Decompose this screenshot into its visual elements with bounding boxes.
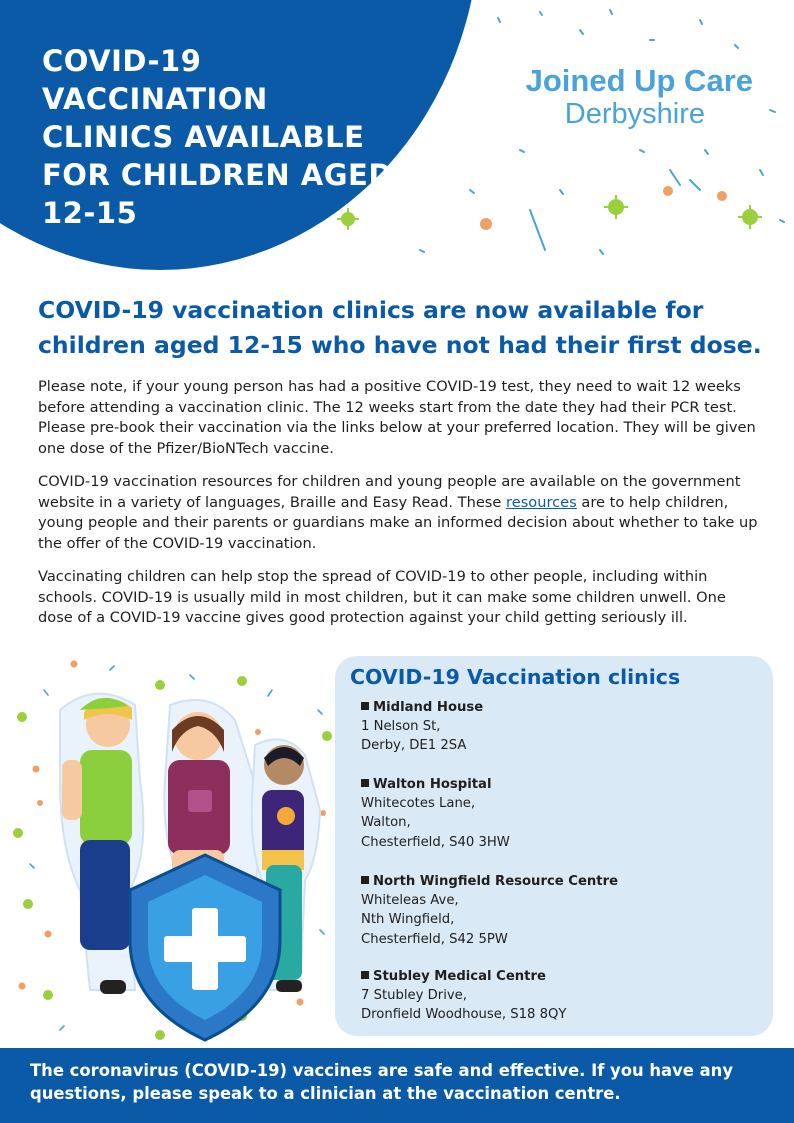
bullet-icon [361,876,369,884]
clinic-name: Walton Hospital [361,775,761,794]
page-title: COVID-19 VACCINATION CLINICS AVAILABLE FOR CHILDREN AGED 12-15 [42,44,393,230]
headline: COVID-19 vaccination clinics are now available for children aged 12-15 who have not had their first dose. [38,296,762,359]
paragraph-resources-end: are to help children, young people and their parents or guardians make an informed decision about whether to take up the offer of the COVID-19 vaccination. [38,493,758,552]
clinic-walton-hospital [361,775,761,852]
clinic-address-line: Chesterfield, S42 5PW [361,931,508,947]
paragraph-benefits: Vaccinating children can help stop the spread of COVID-19 to other people, including within schools. COVID-19 is usually mild in most children, but it can make some children unwell. One dose of a COVID-19 vaccine gives good protection against your child getting seriously ill. [38,568,726,626]
clinic-north-wingfield [361,872,761,949]
clinic-stubley-medical [361,967,761,1025]
bullet-icon [361,971,369,979]
clinic-address-line: 7 Stubley Drive, [361,988,467,1004]
clinic-address-line: Chesterfield, S40 3HW [361,834,510,850]
logo-line-1: Joined Up Care [525,63,753,98]
clinic-address-line: Whitecotes Lane, [361,796,476,812]
clinic-name: North Wingfield Resource Centre [361,872,761,891]
clinic-address-line: Walton, [361,815,411,831]
clinic-name: Stubley Medical Centre [361,967,761,986]
clinic-address-line: 1 Nelson St, [361,719,441,735]
clinic-address-line: Nth Wingfield, [361,912,455,928]
footer-text: The coronavirus (COVID-19) vaccines are safe and effective. If you have any questions, please speak to a clinician at the vaccination centre. [30,1061,734,1103]
clinic-address-line: Derby, DE1 2SA [361,738,467,754]
paragraph-booking-info: Please note, if your young person has had a positive COVID-19 test, they need to wait 12 weeks before attending a vaccination clinic. The 12 weeks start from the date they had their PCR test. Please pre-book their vaccination via the links below at your preferred location. They will be given one dose of the Pfizer/BioNTech vaccine. [38,378,756,457]
children-shield-illustration [0,650,340,1050]
clinic-address-line: Whiteleas Ave, [361,893,459,909]
clinics-title: COVID-19 Vaccination clinics [350,665,681,689]
paragraph-resources-start: COVID-19 vaccination resources for children and young people are available on the government website in a variety of languages, Braille and Easy Read. These [38,473,741,511]
bullet-icon [361,779,369,787]
bullet-icon [361,702,369,710]
resources-link[interactable]: resources [506,493,577,511]
clinic-name: Midland House [361,698,761,717]
clinic-address-line: Dronfield Woodhouse, S18 8QY [361,1007,567,1023]
paragraph-resources [38,472,760,554]
clinic-midland-house [361,698,761,756]
logo [505,63,753,129]
logo-line-2: Derbyshire [564,98,705,130]
